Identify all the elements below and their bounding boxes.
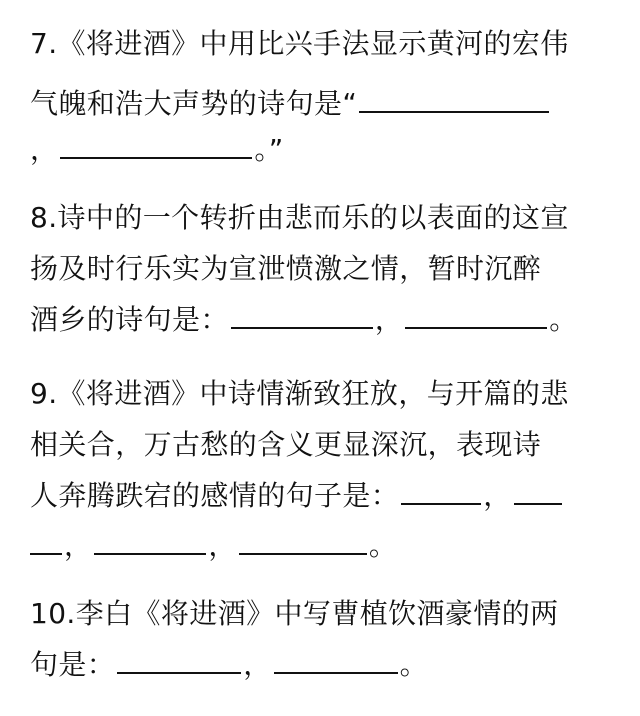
question-7-text: 气魄和浩大声势的诗句是“	[30, 87, 358, 120]
comma: ，	[208, 529, 237, 562]
comma: ，	[374, 303, 404, 336]
question-8-line-3	[30, 300, 578, 340]
question-8-text: 扬及时行乐实为宣泄愤激之情，暂时沉醉	[30, 252, 542, 285]
period: 。	[549, 303, 578, 336]
answer-blank[interactable]	[239, 527, 367, 555]
comma: ，	[64, 529, 93, 562]
question-10-text: 10.李白《将进酒》中写曹植饮酒豪情的两	[30, 597, 559, 630]
question-7-line-1	[30, 24, 569, 64]
question-7-text: 7.《将进酒》中用比兴手法显示黄河的宏伟	[30, 27, 569, 60]
answer-blank[interactable]	[30, 527, 62, 555]
question-8-line-1	[30, 198, 569, 238]
answer-blank[interactable]	[274, 646, 398, 674]
question-10-line-1	[30, 594, 559, 634]
question-8-text: 8.诗中的一个转折由悲而乐的以表面的这宣	[30, 201, 569, 234]
answer-blank[interactable]	[94, 527, 206, 555]
question-8-text: 酒乡的诗句是：	[30, 303, 229, 336]
comma: ，	[30, 133, 59, 166]
comma: ，	[483, 479, 512, 512]
answer-blank[interactable]	[359, 85, 549, 113]
question-9-line-3	[30, 476, 562, 516]
period: 。	[399, 648, 429, 681]
comma: ，	[243, 648, 272, 681]
question-7-line-3	[30, 130, 284, 170]
answer-blank[interactable]	[117, 646, 241, 674]
question-10-text: 句是：	[30, 648, 116, 681]
answer-blank[interactable]	[401, 477, 481, 505]
answer-blank[interactable]	[60, 131, 252, 159]
question-9-text: 人奔腾跌宕的感情的句子是：	[30, 479, 400, 512]
question-9-text: 相关合，万古愁的含义更显深沉，表现诗	[30, 428, 542, 461]
question-9-line-4	[30, 526, 397, 566]
question-7-line-2	[30, 84, 551, 124]
question-9-text: 9.《将进酒》中诗情渐致狂放，与开篇的悲	[30, 377, 569, 410]
closing-punct: 。”	[254, 133, 284, 166]
answer-blank[interactable]	[231, 301, 373, 329]
period: 。	[368, 529, 398, 562]
question-8-line-2	[30, 249, 541, 289]
question-10-line-2	[30, 645, 428, 685]
answer-blank[interactable]	[405, 301, 547, 329]
question-9-line-2	[30, 425, 541, 465]
question-9-line-1	[30, 374, 569, 414]
answer-blank[interactable]	[514, 477, 562, 505]
